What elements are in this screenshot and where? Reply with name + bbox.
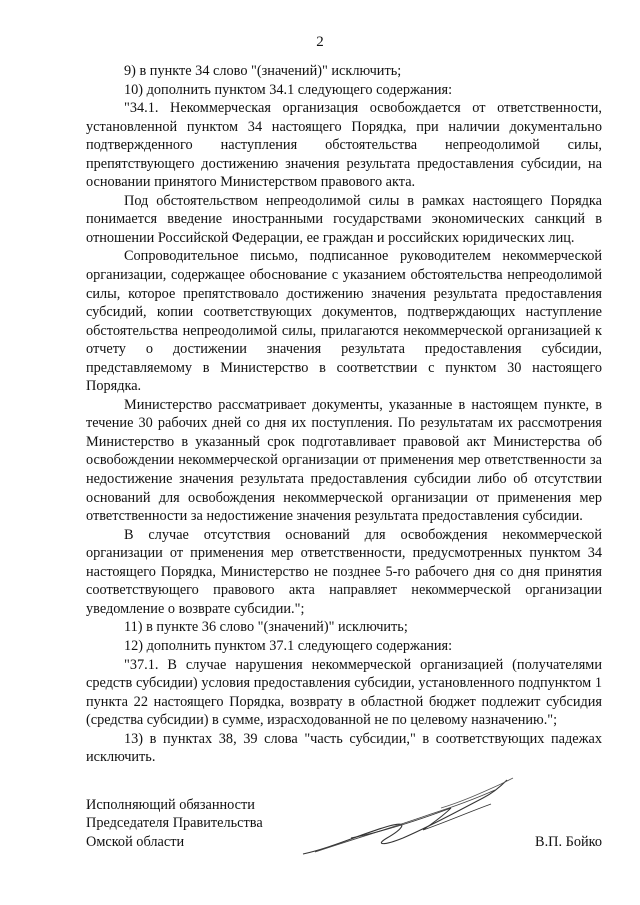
signatory-title-line: Председателя Правительства <box>86 815 263 832</box>
paragraph-ministry-review: Министерство рассматривает документы, указанные в настоящем пункте, в течение 30 рабочих дней со дня их поступления. По результатам их рассмотрения Министерство в указанный срок подготавливает правовой акт Министерства об освобождении некоммерческой организации от применения мер ответственности за недостижение значения результата предоставления субсидии либо об отсутствии оснований для освобождения некоммерческой организации от применения мер ответственности за недостижение значения результата предоставления субсидии. <box>86 396 602 525</box>
handwritten-signature <box>291 768 521 868</box>
paragraph-cover-letter: Сопроводительное письмо, подписанное руководителем некоммерческой организации, содержащее обоснование с указанием обстоятельства непреодолимой силы, которое препятствовало достижению значения результата предоставления субсидий, копии соответствующих документов, подтверждающих наступление обстоятельства непреодолимой силы, прилагаются некоммерческой организацией к отчету о достижении значения результата предоставления субсидии, представляемому в Министерство в соответствии с пунктом 30 настоящего Порядка. <box>86 248 602 395</box>
paragraph-item-10: 10) дополнить пунктом 34.1 следующего содержания: <box>124 81 453 98</box>
paragraph-37-1: "37.1. В случае нарушения некоммерческой организацией (получателями средств субсидии) условия предоставления субсидии, установленного подпунктом 1 пункта 22 настоящего Порядка, возврату в областной бюджет подлежит субсидия (средства субсидии) в сумме, израсходованной не по целевому назначению."; <box>86 656 602 729</box>
signatory-title-line: Исполняющий обязанности <box>86 797 255 813</box>
signatory-title-line: Омской области <box>86 833 185 850</box>
signatory-title <box>86 796 263 851</box>
paragraph-item-11: 11) в пункте 36 слово "(значений)" исключить; <box>124 619 408 636</box>
paragraph-34-1: "34.1. Некоммерческая организация освобождается от ответственности, установленной пунктом 34 настоящего Порядка, при наличии документально подтвержденного наступления обстоятельства непреодолимой силы, препятствующего достижению значения результата предоставления субсидии, на основании принятого Министерством правового акта. <box>86 100 602 191</box>
paragraph-no-grounds: В случае отсутствия оснований для освобождения некоммерческой организации от применения мер ответственности, предусмотренных пунктом 34 настоящего Порядка, Министерство не позднее 5-го рабочего дня со дня принятия соответствующего правового акта направляет некоммерческой организации уведомление о возврате субсидии."; <box>86 526 602 617</box>
document-body <box>86 62 602 767</box>
signatory-name: В.П. Бойко <box>535 833 602 850</box>
paragraph-item-9: 9) в пункте 34 слово "(значений)" исключить; <box>124 63 402 79</box>
page-number: 2 <box>316 34 324 50</box>
signature-block <box>86 796 602 876</box>
paragraph-item-12: 12) дополнить пунктом 37.1 следующего содержания: <box>124 637 453 654</box>
paragraph-item-13: 13) в пунктах 38, 39 слова "часть субсидии," в соответствующих падежах исключить. <box>86 730 602 766</box>
paragraph-force-majeure-definition: Под обстоятельством непреодолимой силы в рамках настоящего Порядка понимается введение иностранными государствами экономических санкций в отношении Российской Федерации, ее граждан и российских юридических лиц. <box>86 192 602 246</box>
